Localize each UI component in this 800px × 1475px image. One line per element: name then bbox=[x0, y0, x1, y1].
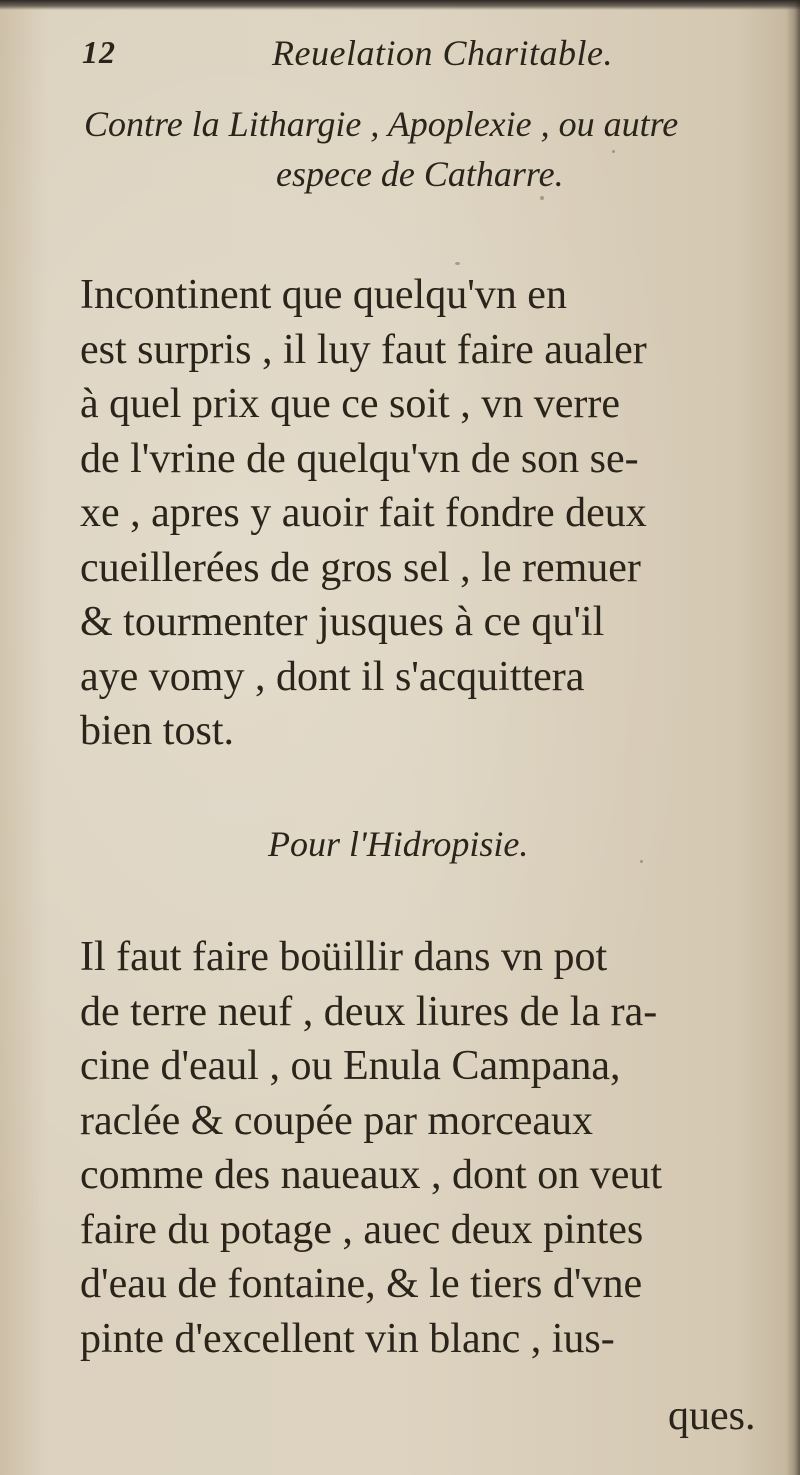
paragraph-lithargie bbox=[80, 268, 780, 759]
text-line: faire du potage , auec deux pintes bbox=[80, 1206, 644, 1253]
ink-speck bbox=[540, 196, 544, 200]
running-title: Reuelation Charitable. bbox=[272, 33, 613, 73]
text-line: à quel prix que ce soit , vn verre bbox=[80, 381, 620, 427]
page-top-edge bbox=[0, 0, 800, 10]
text-line: aye vomy , dont il s'acquittera bbox=[80, 653, 585, 700]
text-line: de terre neuf , deux liures de la ra- bbox=[80, 988, 658, 1035]
text-line: & tourmenter jusques à ce qu'il bbox=[80, 599, 605, 645]
text-line: cine d'eaul , ou Enula Campana, bbox=[80, 1043, 621, 1089]
ink-speck bbox=[455, 262, 460, 265]
text-line: raclée & coupée par morceaux bbox=[80, 1097, 594, 1144]
text-line: de l'vrine de quelqu'vn de son se- bbox=[80, 435, 639, 482]
section-heading-hidropisie: Pour l'Hidropisie. bbox=[268, 824, 529, 864]
text-line: d'eau de fontaine, & le tiers d'vne bbox=[80, 1261, 643, 1307]
text-line: comme des naueaux , dont on veut bbox=[80, 1152, 663, 1198]
text-line: xe , apres y auoir fait fondre deux bbox=[80, 490, 647, 536]
section-heading-lithargie-line2: espece de Catharre. bbox=[276, 154, 564, 194]
text-line: pinte d'excellent vin blanc , ius- bbox=[80, 1315, 615, 1362]
ink-speck bbox=[640, 860, 643, 863]
text-line: cueillerées de gros sel , le remuer bbox=[80, 544, 641, 591]
text-line: Il faut faire boüillir dans vn pot bbox=[80, 934, 608, 980]
text-line: bien tost. bbox=[80, 708, 234, 754]
running-head bbox=[82, 26, 762, 86]
text-line: Incontinent que quelqu'vn en bbox=[80, 272, 567, 318]
paragraph-hidropisie bbox=[80, 930, 780, 1366]
ink-speck bbox=[612, 150, 615, 153]
catchword: ques. bbox=[668, 1393, 756, 1439]
page-number: 12 bbox=[82, 34, 116, 70]
section-heading-lithargie-line1: Contre la Lithargie , Apoplexie , ou autre bbox=[84, 104, 679, 144]
page-gutter-shadow bbox=[786, 0, 800, 1475]
text-line: est surpris , il luy faut faire aualer bbox=[80, 326, 647, 373]
